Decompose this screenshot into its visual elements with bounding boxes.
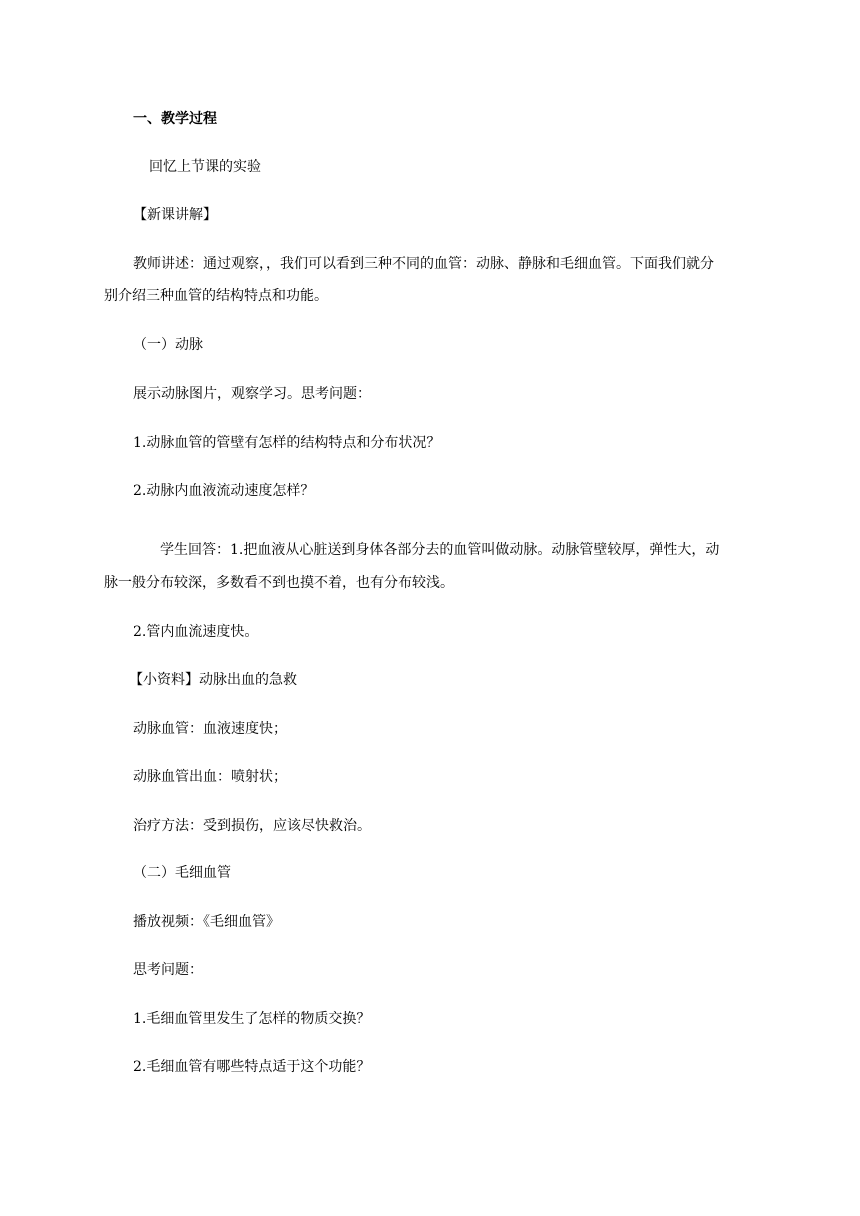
think-label: 思考问题： bbox=[133, 962, 203, 978]
new-lesson-label: 【新课讲解】 bbox=[133, 207, 217, 223]
artery-question-1: 1.动脉血管的管壁有怎样的结构特点和分布状况？ bbox=[133, 435, 441, 451]
recall-text: 回忆上节课的实验 bbox=[149, 159, 261, 175]
info-line-2: 动脉血管出血：喷射状； bbox=[133, 769, 287, 785]
student-answer-line-1: 学生回答：1.把血液从心脏送到身体各部分去的血管叫做动脉。动脉管壁较厚，弹性大，动 bbox=[160, 542, 720, 558]
teacher-paragraph-line-1: 教师讲述：通过观察，，我们可以看到三种不同的血管：动脉、静脉和毛细血管。下面我们就分 bbox=[133, 256, 714, 272]
student-answer-line-2: 脉一般分布较深，多数看不到也摸不着，也有分布较浅。 bbox=[104, 575, 454, 591]
show-pictures-text: 展示动脉图片，观察学习。思考问题： bbox=[133, 386, 371, 402]
info-box-title: 【小资料】动脉出血的急救 bbox=[129, 672, 297, 688]
capillary-section-title: （二）毛细血管 bbox=[133, 865, 231, 881]
artery-section-title: （一）动脉 bbox=[133, 337, 203, 353]
capillary-question-2: 2.毛细血管有哪些特点适于这个功能？ bbox=[133, 1059, 371, 1075]
artery-question-2: 2.动脉内血液流动速度怎样？ bbox=[133, 483, 315, 499]
video-text: 播放视频：《毛细血管》 bbox=[133, 914, 280, 930]
student-answer-2: 2.管内血流速度快。 bbox=[133, 624, 259, 640]
section-heading: 一、教学过程 bbox=[133, 111, 217, 127]
teacher-paragraph-line-2: 别介绍三种血管的结构特点和功能。 bbox=[104, 288, 328, 304]
info-line-3: 治疗方法：受到损伤，应该尽快救治。 bbox=[133, 818, 371, 834]
info-line-1: 动脉血管：血液速度快； bbox=[133, 721, 287, 737]
capillary-question-1: 1.毛细血管里发生了怎样的物质交换？ bbox=[133, 1011, 371, 1027]
